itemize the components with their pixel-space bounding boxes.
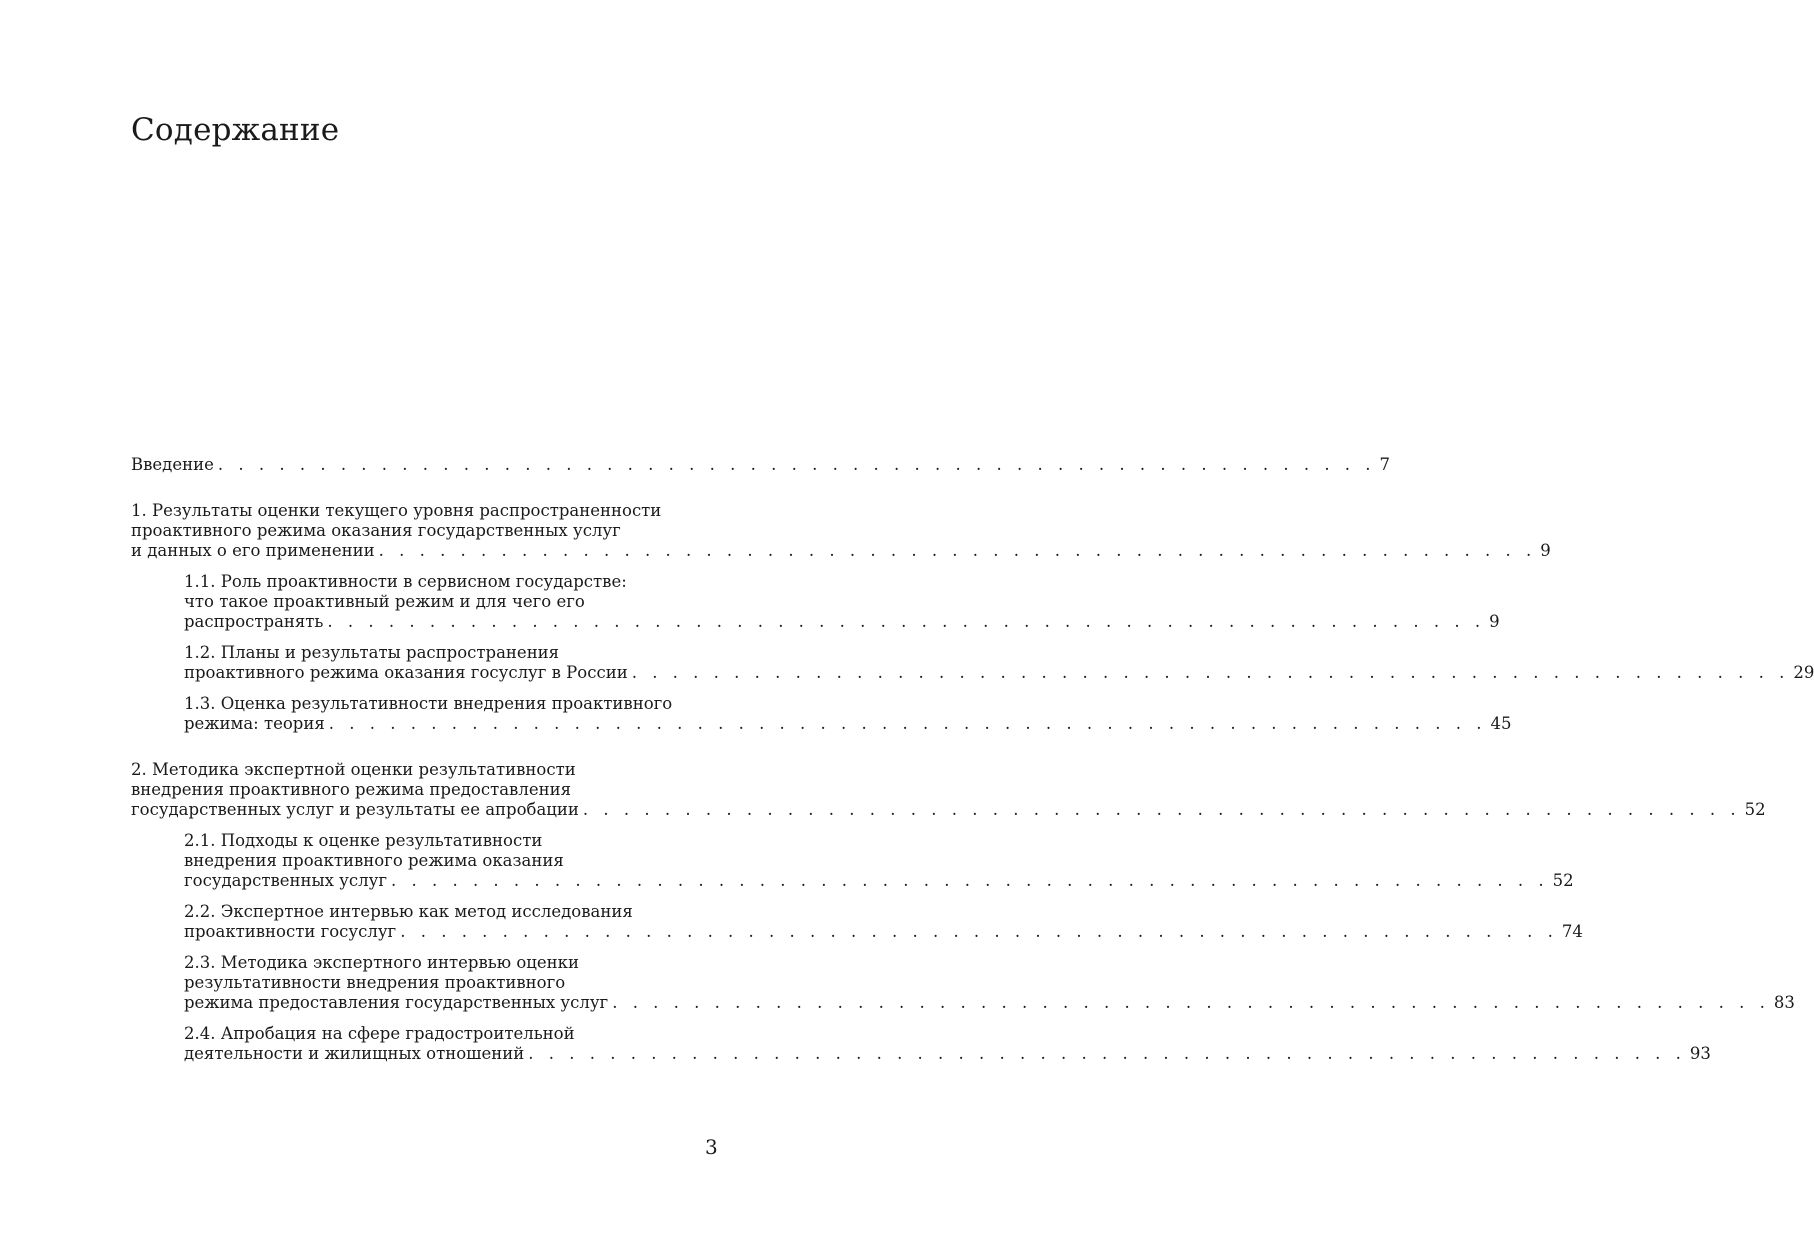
- toc-entry-line: что такое проактивный режим и для чего его: [184, 592, 585, 611]
- toc-page-number: 93: [1689, 1044, 1711, 1063]
- toc-entry-title: проактивного режима оказания госуслуг в России: [184, 663, 628, 682]
- toc-page-number: 9: [1489, 612, 1500, 631]
- page-title: Содержание: [131, 112, 340, 148]
- toc-entry-last-line: [131, 800, 1766, 820]
- toc-entry-title: и данных о его применении: [131, 541, 375, 560]
- dot-leader: . . . . . . . . . . . . . . . . . . . . . . . . . . . . . . . . . . . . . . . . . . . . . . . . . . . . . . . . .: [612, 993, 1770, 1012]
- toc-page-number: 29: [1793, 663, 1814, 682]
- toc-entry-section-1-2[interactable]: [184, 643, 1814, 683]
- toc-entry-chapter-2[interactable]: [131, 760, 1766, 820]
- table-of-contents: [131, 455, 1814, 1064]
- toc-entry-title: деятельности и жилищных отношений: [184, 1044, 525, 1063]
- toc-entry-section-1-1[interactable]: [184, 572, 1500, 632]
- dot-leader: . . . . . . . . . . . . . . . . . . . . . . . . . . . . . . . . . . . . . . . . . . . . . . . . . . . . . . . . .: [400, 922, 1558, 941]
- toc-entry-section-2-1[interactable]: [184, 831, 1574, 891]
- toc-page-number: 7: [1379, 455, 1391, 474]
- toc-entry-last-line: [184, 663, 1814, 683]
- toc-entry-line: 2.1. Подходы к оценке результативности: [184, 831, 543, 850]
- toc-entry-line: 1. Результаты оценки текущего уровня распространенности: [131, 501, 662, 520]
- dot-leader: . . . . . . . . . . . . . . . . . . . . . . . . . . . . . . . . . . . . . . . . . . . . . . . . . . . . . . . . .: [378, 541, 1537, 560]
- toc-entry-line: 1.2. Планы и результаты распространения: [184, 643, 560, 662]
- toc-page-number: 52: [1744, 800, 1766, 819]
- toc-entry-last-line: [184, 922, 1583, 942]
- toc-entry-title: режима: теория: [184, 714, 325, 733]
- dot-leader: . . . . . . . . . . . . . . . . . . . . . . . . . . . . . . . . . . . . . . . . . . . . . . . . . . . . . . . . .: [528, 1044, 1686, 1063]
- toc-entry-line: проактивного режима оказания государственных услуг: [131, 521, 621, 540]
- toc-entry-chapter-1[interactable]: [131, 501, 1551, 561]
- toc-entry-section-1-3[interactable]: [184, 694, 1512, 734]
- toc-page-number: 74: [1561, 922, 1583, 941]
- toc-entry-title: проактивности госуслуг: [184, 922, 397, 941]
- toc-page-number: 9: [1540, 541, 1551, 560]
- toc-page-number: 83: [1773, 993, 1795, 1012]
- toc-entry-last-line: [131, 541, 1551, 561]
- toc-entry-line: 2.4. Апробация на сфере градостроительной: [184, 1024, 575, 1043]
- toc-entry-introduction[interactable]: [131, 455, 1391, 475]
- toc-entry-line: 1.3. Оценка результативности внедрения проактивного: [184, 694, 673, 713]
- toc-entry-title: распространять: [184, 612, 324, 631]
- toc-entry-line: результативности внедрения проактивного: [184, 973, 566, 992]
- toc-entry-title: государственных услуг: [184, 871, 387, 890]
- toc-entry-section-2-2[interactable]: [184, 902, 1583, 942]
- toc-entry-title: режима предоставления государственных услуг: [184, 993, 609, 1012]
- toc-entry-last-line: [184, 871, 1574, 891]
- toc-entry-last-line: [131, 455, 1391, 475]
- page-number: 3: [705, 1135, 718, 1159]
- toc-entry-last-line: [184, 714, 1512, 734]
- toc-entry-last-line: [184, 1044, 1711, 1064]
- dot-leader: . . . . . . . . . . . . . . . . . . . . . . . . . . . . . . . . . . . . . . . . . . . . . . . . . . . . . . . . .: [217, 455, 1376, 474]
- dot-leader: . . . . . . . . . . . . . . . . . . . . . . . . . . . . . . . . . . . . . . . . . . . . . . . . . . . . . . . . .: [327, 612, 1486, 631]
- toc-entry-section-2-4[interactable]: [184, 1024, 1711, 1064]
- toc-page-number: 52: [1552, 871, 1574, 890]
- toc-entry-section-2-3[interactable]: [184, 953, 1795, 1013]
- toc-entry-title: государственных услуг и результаты ее апробации: [131, 800, 579, 819]
- toc-entry-line: 2.2. Экспертное интервью как метод исследования: [184, 902, 633, 921]
- dot-leader: . . . . . . . . . . . . . . . . . . . . . . . . . . . . . . . . . . . . . . . . . . . . . . . . . . . . . . . . .: [328, 714, 1487, 733]
- toc-entry-line: внедрения проактивного режима предоставления: [131, 780, 571, 799]
- toc-entry-line: 2. Методика экспертной оценки результативности: [131, 760, 576, 779]
- toc-entry-last-line: [184, 612, 1500, 632]
- toc-entry-title: Введение: [131, 455, 214, 474]
- toc-page-number: 45: [1490, 714, 1512, 733]
- dot-leader: . . . . . . . . . . . . . . . . . . . . . . . . . . . . . . . . . . . . . . . . . . . . . . . . . . . . . . . . .: [390, 871, 1549, 890]
- dot-leader: . . . . . . . . . . . . . . . . . . . . . . . . . . . . . . . . . . . . . . . . . . . . . . . . . . . . . . . . .: [631, 663, 1790, 682]
- toc-entry-last-line: [184, 993, 1795, 1013]
- toc-entry-line: 2.3. Методика экспертного интервью оценки: [184, 953, 579, 972]
- toc-entry-line: 1.1. Роль проактивности в сервисном государстве:: [184, 572, 627, 591]
- toc-entry-line: внедрения проактивного режима оказания: [184, 851, 564, 870]
- dot-leader: . . . . . . . . . . . . . . . . . . . . . . . . . . . . . . . . . . . . . . . . . . . . . . . . . . . . . . . . .: [582, 800, 1741, 819]
